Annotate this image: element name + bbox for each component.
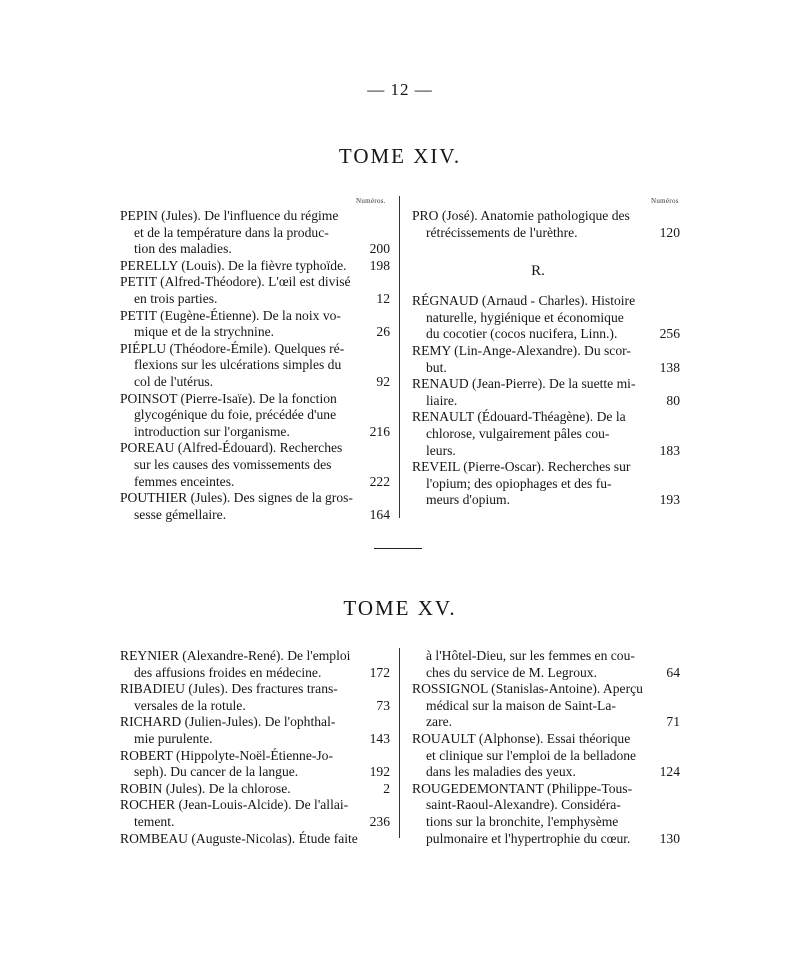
entry-number: 2 [383, 780, 390, 796]
entry-text: ches du service de M. Legroux. [426, 664, 597, 680]
entry-continuation-line [412, 426, 680, 443]
entry-text: en trois parties. [134, 290, 218, 306]
entry-continuation-line [412, 748, 680, 765]
entry-text: PETIT (Eugène-Étienne). De la noix vo- [120, 307, 341, 323]
entry-text: RENAULT (Édouard-Théagène). De la [412, 409, 626, 425]
entry-continuation-line [120, 241, 390, 258]
index-entry [120, 391, 390, 441]
entry-number: 92 [376, 373, 390, 389]
entry-heading-line [120, 781, 390, 798]
entry-heading-line [412, 681, 680, 698]
entry-number: 183 [659, 442, 680, 458]
column-divider-xiv [399, 196, 400, 518]
entry-continuation-line [412, 831, 680, 848]
entry-text: POINSOT (Pierre-Isaïe). De la fonction [120, 390, 337, 406]
entry-heading-line [120, 831, 390, 848]
entry-continuation-line [412, 225, 680, 242]
entry-continuation-line [412, 360, 680, 377]
entry-text: l'opium; des opiophages et des fu- [426, 475, 612, 491]
entry-heading-line [412, 731, 680, 748]
index-entry [412, 648, 680, 681]
entry-text: sur les causes des vomissements des [134, 456, 332, 472]
entry-continuation-line [412, 814, 680, 831]
entry-text: REYNIER (Alexandre-René). De l'emploi [120, 648, 351, 663]
entry-text: femmes enceintes. [134, 473, 235, 489]
page-number: — 12 — [367, 80, 433, 99]
entry-text: RÉGNAUD (Arnaud - Charles). Histoire [412, 293, 636, 309]
index-entry [120, 490, 390, 523]
entry-number: 130 [659, 830, 680, 846]
tome-xiv-title: TOME XIV. [338, 144, 462, 168]
entry-text: introduction sur l'organisme. [134, 423, 290, 439]
entry-text: meurs d'opium. [426, 492, 511, 508]
index-entry [412, 781, 680, 847]
index-entry [120, 831, 390, 848]
entry-heading-line [120, 258, 390, 275]
entry-number: 198 [369, 257, 390, 273]
entry-text: REMY (Lin-Ange-Alexandre). Du scor- [412, 342, 631, 358]
entry-text: POREAU (Alfred-Édouard). Recherches [120, 440, 343, 456]
entry-number: 216 [369, 423, 390, 439]
entry-text: pulmonaire et l'hypertrophie du cœur. [426, 830, 631, 846]
entry-heading-line [120, 748, 390, 765]
index-entry [412, 409, 680, 459]
entry-number: 120 [659, 224, 680, 240]
index-entry [120, 440, 390, 490]
entry-continuation-line [412, 764, 680, 781]
index-entry [412, 459, 680, 509]
entry-heading-line [412, 781, 680, 798]
entry-heading-line [120, 274, 390, 291]
section-letter-r: R. [531, 263, 545, 280]
entry-heading-line [412, 459, 680, 476]
entry-continuation-line [120, 225, 390, 242]
entry-heading-line [120, 648, 390, 665]
entry-text: col de l'utérus. [134, 373, 214, 389]
entry-continuation-line [120, 357, 390, 374]
entry-text: PETIT (Alfred-Théodore). L'œil est divisé [120, 274, 351, 290]
entry-continuation-line [120, 507, 390, 524]
index-entry [412, 208, 680, 241]
entry-text: ROBIN (Jules). De la chlorose. [120, 780, 291, 796]
entry-number: 64 [666, 664, 680, 680]
entry-text: POUTHIER (Jules). Des signes de la gros- [120, 490, 353, 506]
entry-continuation-line [412, 310, 680, 327]
entry-continuation-line [412, 476, 680, 493]
tome-xv-left-column [120, 648, 390, 847]
entry-number: 192 [369, 764, 390, 780]
entry-number: 124 [659, 764, 680, 780]
entry-text: à l'Hôtel-Dieu, sur les femmes en cou- [426, 648, 635, 663]
entry-text: rétrécissements de l'urèthre. [426, 224, 578, 240]
entry-text: versales de la rotule. [134, 697, 246, 713]
entry-continuation-line [120, 374, 390, 391]
entry-heading-line [120, 308, 390, 325]
entry-text: mique et de la strychnine. [134, 324, 275, 340]
entry-text: ROUGEDEMONTANT (Philippe-Tous- [412, 780, 633, 796]
entry-text: but. [426, 359, 447, 375]
entry-text: ROMBEAU (Auguste-Nicolas). Étude faite [120, 830, 358, 846]
entry-text: glycogénique du foie, précédée d'une [134, 407, 337, 423]
entry-text: PRO (José). Anatomie pathologique des [412, 208, 630, 223]
index-entry [120, 797, 390, 830]
index-entry [120, 714, 390, 747]
entry-text: ROSSIGNOL (Stanislas-Antoine). Aperçu [412, 681, 643, 697]
entry-continuation-line [412, 648, 680, 665]
entry-text: RIBADIEU (Jules). Des fractures trans- [120, 681, 338, 697]
entry-text: flexions sur les ulcérations simples du [134, 357, 342, 373]
index-entry [120, 748, 390, 781]
entry-heading-line [412, 343, 680, 360]
entry-continuation-line [412, 797, 680, 814]
entry-number: 71 [666, 714, 680, 730]
index-entry [412, 293, 680, 343]
entry-number: 256 [659, 326, 680, 342]
entry-continuation-line [120, 457, 390, 474]
index-entry [120, 258, 390, 275]
entry-number: 26 [376, 324, 390, 340]
entry-text: chlorose, vulgairement pâles cou- [426, 425, 610, 441]
entry-continuation-line [120, 814, 390, 831]
entry-continuation-line [120, 698, 390, 715]
entry-text: liaire. [426, 392, 458, 408]
entry-text: ROBERT (Hippolyte-Noël-Étienne-Jo- [120, 747, 333, 763]
entry-text: zare. [426, 714, 453, 730]
entry-continuation-line [120, 474, 390, 491]
entry-heading-line [120, 208, 390, 225]
entry-continuation-line [412, 443, 680, 460]
entry-continuation-line [412, 326, 680, 343]
numeros-header-left: Numéros. [356, 197, 386, 205]
index-entry [120, 341, 390, 391]
entry-text: tement. [134, 813, 175, 829]
entry-text: dans les maladies des yeux. [426, 764, 576, 780]
entry-continuation-line [412, 665, 680, 682]
entry-heading-line [412, 293, 680, 310]
tome-xv-title: TOME XV. [343, 596, 457, 620]
entry-text: du cocotier (cocos nucifera, Linn.). [426, 326, 618, 342]
entry-text: tion des maladies. [134, 241, 232, 257]
entry-continuation-line [120, 424, 390, 441]
entry-number: 164 [369, 506, 390, 522]
entry-continuation-line [412, 698, 680, 715]
entry-text: ROCHER (Jean-Louis-Alcide). De l'allai- [120, 797, 349, 813]
entry-number: 73 [376, 697, 390, 713]
entry-heading-line [412, 376, 680, 393]
entry-heading-line [120, 341, 390, 358]
tome-xiv-right-column [412, 208, 680, 509]
entry-number: 143 [369, 730, 390, 746]
entry-heading-line [120, 490, 390, 507]
entry-text: des affusions froides en médecine. [134, 664, 322, 680]
index-entry [120, 208, 390, 258]
entry-text: leurs. [426, 442, 456, 458]
entry-continuation-line [120, 665, 390, 682]
entry-text: PERELLY (Louis). De la fièvre typhoïde. [120, 257, 347, 273]
entry-number: 80 [666, 392, 680, 408]
column-divider-xv [399, 648, 400, 838]
entry-heading-line [120, 797, 390, 814]
entry-number: 193 [659, 492, 680, 508]
entry-continuation-line [120, 764, 390, 781]
numeros-header-right: Numéros [651, 197, 679, 205]
section-divider [374, 548, 422, 549]
entry-text: et clinique sur l'emploi de la belladone [426, 747, 637, 763]
entry-continuation-line [120, 407, 390, 424]
entry-text: seph). Du cancer de la langue. [134, 764, 299, 780]
tome-xv-right-column [412, 648, 680, 847]
entry-continuation-line [120, 291, 390, 308]
entry-text: RICHARD (Julien-Jules). De l'ophthal- [120, 714, 336, 730]
entry-text: PEPIN (Jules). De l'influence du régime [120, 208, 339, 223]
index-entry [120, 274, 390, 307]
entry-text: RENAUD (Jean-Pierre). De la suette mi- [412, 376, 636, 392]
entry-heading-line [412, 208, 680, 225]
entry-text: saint-Raoul-Alexandre). Considéra- [426, 797, 621, 813]
entry-heading-line [120, 440, 390, 457]
entry-text: PIÉPLU (Théodore-Émile). Quelques ré- [120, 340, 345, 356]
index-entry [412, 731, 680, 781]
index-entry [412, 343, 680, 376]
entry-continuation-line [412, 714, 680, 731]
entry-heading-line [120, 681, 390, 698]
entry-continuation-line [120, 324, 390, 341]
entry-text: et de la température dans la produc- [134, 224, 329, 240]
index-entry [120, 781, 390, 798]
entry-number: 236 [369, 813, 390, 829]
entry-heading-line [412, 409, 680, 426]
entry-continuation-line [120, 731, 390, 748]
index-entry [120, 308, 390, 341]
entry-text: médical sur la maison de Saint-La- [426, 697, 616, 713]
entry-heading-line [120, 391, 390, 408]
index-entry [120, 648, 390, 681]
entry-text: REVEIL (Pierre-Oscar). Recherches sur [412, 459, 631, 475]
entry-number: 12 [376, 290, 390, 306]
entry-number: 138 [659, 359, 680, 375]
entry-continuation-line [412, 393, 680, 410]
entry-heading-line [120, 714, 390, 731]
index-entry [412, 376, 680, 409]
index-entry [412, 681, 680, 731]
entry-text: ROUAULT (Alphonse). Essai théorique [412, 730, 631, 746]
entry-number: 200 [369, 241, 390, 257]
entry-number: 172 [369, 664, 390, 680]
entry-continuation-line [412, 492, 680, 509]
entry-number: 222 [369, 473, 390, 489]
tome-xiv-left-column [120, 208, 390, 523]
entry-text: sesse gémellaire. [134, 506, 227, 522]
entry-text: mie purulente. [134, 730, 213, 746]
index-entry [120, 681, 390, 714]
entry-text: tions sur la bronchite, l'emphysème [426, 813, 619, 829]
entry-text: naturelle, hygiénique et économique [426, 309, 624, 325]
